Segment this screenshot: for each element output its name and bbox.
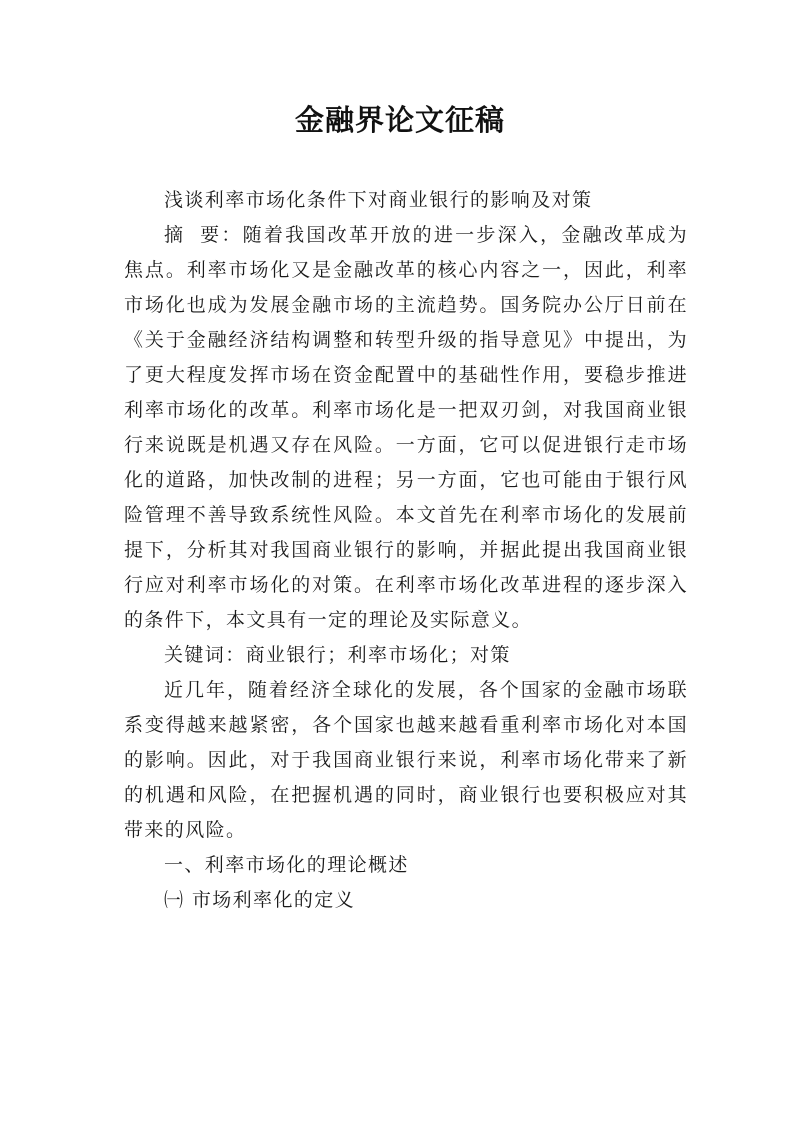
abstract-text: 随着我国改革开放的进一步深入，金融改革成为焦点。利率市场化又是金融改革的核心内容之一，因此，利率市场化也成为发展金融市场的主流趋势。国务院办公厅日前在《关于金融经济结构调整和转型升级的指导意见》中提出，为了更大程度发挥市场在资金配置中的基础性作用，要稳步推进利率市场化的改革。利率市场化是一把双刃剑，对我国商业银行来说既是机遇又存在风险。一方面，它可以促进银行走市场化的道路，加快改制的进程；另一方面，它也可能由于银行风险管理不善导致系统性风险。本文首先在利率市场化的发展前提下，分析其对我国商业银行的影响，并据此提出我国商业银行应对利率市场化的对策。在利率市场化改革进程的逐步深入的条件下，本文具有一定的理论及实际意义。 [124,224,688,631]
abstract-paragraph [124,218,688,638]
subsection-heading: ㈠ 市场利率化的定义 [164,889,356,911]
abstract-label-1: 摘 [164,224,186,246]
document-body [124,183,688,918]
article-title: 浅谈利率市场化条件下对商业银行的影响及对策 [164,189,593,211]
section-heading: 一、利率市场化的理论概述 [164,854,409,876]
abstract-label-2: 要： [199,224,243,246]
document-title: 金融界论文征稿 [294,103,505,137]
keywords-line: 关键词：商业银行；利率市场化；对策 [164,644,511,666]
intro-paragraph: 近几年，随着经济全球化的发展，各个国家的金融市场联系变得越来越紧密，各个国家也越来越看重利率市场化对本国的影响。因此，对于我国商业银行来说，利率市场化带来了新的机遇和风险，在把握机遇的同时，商业银行也要积极应对其带来的风险。 [124,679,688,841]
